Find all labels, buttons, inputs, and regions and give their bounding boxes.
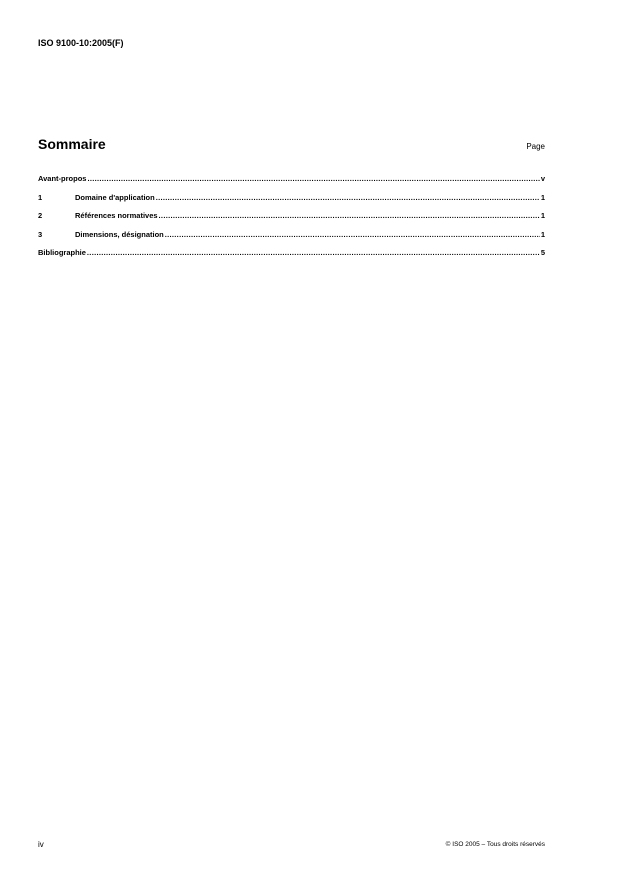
toc-entry-page: 5 [540,248,545,257]
toc-dot-leader [87,174,539,183]
toc-dot-leader [165,230,540,239]
toc-entry-title: Domaine d'application [75,192,155,202]
toc-dot-leader [159,211,540,220]
toc-entry-title: Bibliographie [38,248,86,257]
toc-entry-title: Dimensions, désignation [75,229,164,239]
toc-entry-number: 2 [38,211,43,220]
toc-entry-title: Références normatives [75,211,158,220]
toc-entry-foreword[interactable] [38,174,545,193]
toc-entry-dimensions[interactable] [38,230,545,249]
toc-entry-number: 1 [38,192,43,202]
toc-entry-scope[interactable] [38,193,545,212]
toc-heading-row [38,136,545,152]
page-number: iv [38,840,44,849]
toc-dot-leader [156,193,540,202]
toc-entry-number: 3 [38,229,43,239]
toc-entry-title: Avant-propos [38,174,87,183]
copyright-notice: © ISO 2005 – Tous droits réservés [445,841,545,848]
toc-page-column-label: Page [526,142,545,151]
toc-entry-page: v [540,174,545,183]
toc-list [38,174,545,267]
toc-entry-page: 1 [540,229,545,239]
toc-entry-normative-references[interactable] [38,211,545,230]
toc-entry-bibliography[interactable] [38,248,545,267]
toc-entry-page: 1 [540,211,545,220]
toc-dot-leader [87,248,540,257]
toc-entry-page: 1 [540,192,545,202]
toc-title: Sommaire [38,136,106,152]
document-id: ISO 9100-10:2005(F) [38,38,124,48]
